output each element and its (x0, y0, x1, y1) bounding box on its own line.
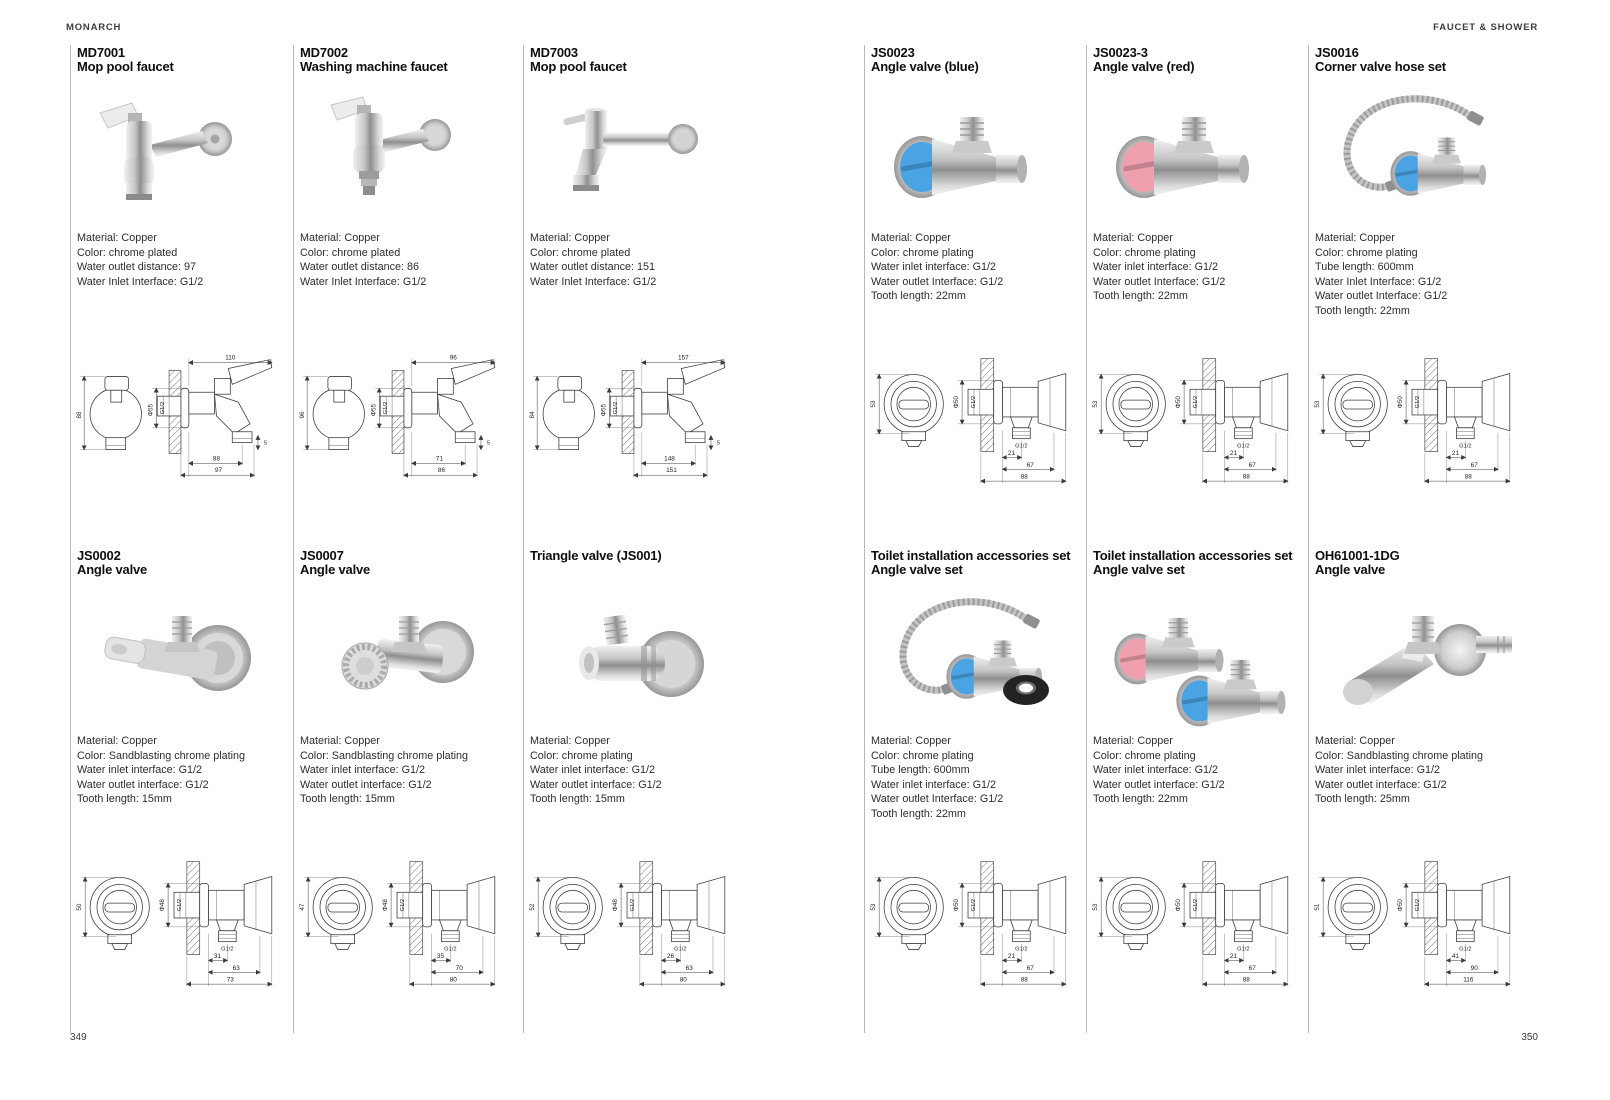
svg-text:G1/2: G1/2 (1237, 946, 1250, 953)
product-card (1308, 45, 1530, 542)
product-code: JS0007 (300, 548, 344, 563)
product-specs (530, 734, 662, 807)
spec-line: Material: Copper (871, 232, 951, 244)
spec-line: Water outlet distance: 86 (300, 261, 420, 274)
svg-text:G1/2: G1/2 (383, 401, 390, 415)
svg-text:52: 52 (529, 903, 537, 911)
svg-text:67: 67 (1248, 964, 1256, 972)
svg-text:148: 148 (664, 455, 675, 463)
svg-text:53: 53 (870, 903, 878, 911)
svg-text:G1/2: G1/2 (1015, 946, 1028, 953)
product-name: Angle valve (1315, 562, 1386, 577)
product-photo (1318, 586, 1518, 731)
svg-text:88: 88 (76, 411, 84, 419)
spec-line: Tooth length: 22mm (871, 807, 966, 820)
svg-text:G1/2: G1/2 (970, 898, 977, 912)
spec-line: Color: chrome plating (871, 749, 974, 762)
spec-line: Material: Copper (1093, 735, 1173, 747)
svg-text:157: 157 (677, 354, 689, 362)
svg-text:21: 21 (1007, 952, 1016, 960)
svg-text:Φ50: Φ50 (1397, 396, 1405, 409)
svg-text:G1/2: G1/2 (629, 898, 636, 912)
svg-text:G1/2: G1/2 (1414, 898, 1421, 912)
technical-drawing (72, 836, 280, 994)
product-card (293, 548, 515, 1045)
spec-line: Water outlet interface: G1/2 (1093, 778, 1225, 791)
svg-text:G1/2: G1/2 (970, 395, 977, 409)
svg-text:G1/2: G1/2 (176, 898, 183, 912)
svg-text:53: 53 (1092, 903, 1100, 911)
page-number-left: 349 (70, 1032, 87, 1043)
spec-line: Material: Copper (530, 735, 610, 747)
product-code: MD7003 (530, 45, 578, 60)
svg-text:151: 151 (666, 467, 677, 475)
spec-line: Tooth length: 22mm (1315, 304, 1410, 317)
product-card (864, 548, 1086, 1045)
spec-line: Color: Sandblasting chrome plating (77, 749, 246, 762)
product-specs (1093, 734, 1225, 807)
product-code: JS0023 (871, 45, 915, 60)
spec-line: Material: Copper (300, 735, 380, 747)
product-name: Mop pool faucet (530, 59, 627, 74)
svg-text:G1/2: G1/2 (1459, 443, 1472, 450)
svg-text:97: 97 (214, 467, 223, 475)
product-name: Corner valve hose set (1315, 59, 1446, 74)
product-specs (530, 231, 656, 289)
product-photo (80, 586, 280, 731)
svg-text:67: 67 (1248, 461, 1256, 469)
spec-line: Water Inlet Interface: G1/2 (1315, 275, 1442, 288)
svg-text:G1/2: G1/2 (613, 401, 620, 415)
spec-line: Water outlet interface: G1/2 (77, 778, 209, 791)
svg-text:86: 86 (437, 467, 446, 475)
spec-line: Color: chrome plating (530, 749, 633, 762)
spec-line: Tooth length: 22mm (1093, 290, 1188, 303)
product-card (523, 548, 745, 1045)
product-name: Angle valve (red) (1093, 59, 1195, 74)
product-card (1086, 45, 1308, 542)
spec-line: Water outlet Interface: G1/2 (871, 275, 1004, 288)
svg-text:5: 5 (263, 440, 268, 447)
spec-line: Material: Copper (871, 735, 951, 747)
svg-text:G1/2: G1/2 (1192, 898, 1199, 912)
spec-line: Water inlet interface: G1/2 (871, 261, 997, 274)
spec-line: Material: Copper (530, 232, 610, 244)
product-code: MD7002 (300, 45, 348, 60)
spec-line: Color: chrome plated (300, 246, 401, 259)
spec-line: Tooth length: 25mm (1315, 793, 1410, 806)
spec-line: Water outlet Interface: G1/2 (871, 793, 1004, 806)
product-name-line-1: Toilet installation accessories set (871, 548, 1071, 563)
svg-text:67: 67 (1026, 964, 1034, 972)
spec-line: Color: chrome plating (1315, 246, 1418, 259)
product-photo (303, 586, 503, 731)
svg-text:35: 35 (436, 952, 445, 960)
svg-text:Φ55: Φ55 (147, 403, 155, 417)
spec-line: Water inlet interface: G1/2 (77, 764, 203, 777)
page-category-label: FAUCET & SHOWER (1433, 22, 1538, 33)
svg-text:88: 88 (1242, 976, 1250, 984)
spec-line: Water outlet Interface: G1/2 (1315, 290, 1448, 303)
svg-text:G1/2: G1/2 (1237, 443, 1250, 450)
svg-text:G1/2: G1/2 (399, 898, 406, 912)
technical-drawing (295, 836, 503, 994)
product-photo (874, 586, 1074, 731)
technical-drawing (295, 333, 503, 491)
svg-text:Φ50: Φ50 (1175, 899, 1183, 912)
svg-text:21: 21 (1007, 449, 1016, 457)
svg-text:50: 50 (76, 903, 84, 911)
product-card (1086, 548, 1308, 1045)
spec-line: Material: Copper (1315, 735, 1395, 747)
product-specs (77, 231, 203, 289)
spec-line: Water outlet interface: G1/2 (300, 778, 432, 791)
product-code: JS0023-3 (1093, 45, 1148, 60)
product-specs (300, 231, 426, 289)
product-specs (1315, 734, 1483, 807)
product-name: Triangle valve (JS001) (530, 548, 662, 563)
svg-text:96: 96 (299, 411, 307, 419)
spec-line: Tooth length: 15mm (77, 793, 172, 806)
svg-text:88: 88 (1464, 473, 1472, 481)
page-number-right: 350 (1521, 1032, 1538, 1043)
spec-line: Tube length: 600mm (1315, 261, 1414, 274)
spec-line: Water outlet interface: G1/2 (1315, 778, 1447, 791)
product-code: JS0016 (1315, 45, 1359, 60)
svg-text:G1/2: G1/2 (444, 946, 457, 953)
svg-text:G1/2: G1/2 (221, 946, 234, 953)
svg-text:67: 67 (1026, 461, 1034, 469)
spec-line: Water Inlet Interface: G1/2 (77, 275, 204, 288)
svg-text:53: 53 (870, 400, 878, 408)
svg-text:67: 67 (1470, 461, 1478, 469)
svg-text:21: 21 (1229, 449, 1238, 457)
product-name: Angle valve (77, 562, 148, 577)
product-code: MD7001 (77, 45, 125, 60)
svg-text:Φ50: Φ50 (1175, 396, 1183, 409)
product-specs (871, 734, 1003, 822)
technical-drawing (72, 333, 280, 491)
spec-line: Color: chrome plating (1093, 246, 1196, 259)
svg-text:53: 53 (1092, 400, 1100, 408)
spec-line: Water outlet distance: 97 (77, 261, 197, 274)
spec-line: Material: Copper (77, 232, 157, 244)
svg-text:47: 47 (299, 903, 307, 911)
svg-text:G1/2: G1/2 (1414, 395, 1421, 409)
spec-line: Color: Sandblasting chrome plating (1315, 749, 1484, 762)
svg-text:Φ55: Φ55 (370, 403, 378, 417)
technical-drawing (525, 836, 733, 994)
svg-text:G1/2: G1/2 (674, 946, 687, 953)
spec-line: Water inlet interface: G1/2 (871, 778, 997, 791)
svg-text:Φ48: Φ48 (382, 899, 390, 912)
spec-line: Material: Copper (300, 232, 380, 244)
product-photo (1096, 83, 1296, 228)
product-name: Angle valve (blue) (871, 59, 979, 74)
svg-text:70: 70 (455, 964, 463, 972)
product-specs (1315, 231, 1447, 319)
svg-text:80: 80 (679, 976, 687, 984)
svg-text:21: 21 (1229, 952, 1238, 960)
product-photo (533, 83, 733, 228)
spec-line: Water outlet interface: G1/2 (530, 778, 662, 791)
product-specs (77, 734, 245, 807)
svg-text:88: 88 (1020, 976, 1028, 984)
svg-text:Φ50: Φ50 (953, 899, 961, 912)
spec-line: Water inlet interface: G1/2 (300, 764, 426, 777)
product-name: Angle valve (300, 562, 371, 577)
spec-line: Color: chrome plated (77, 246, 178, 259)
spec-line: Material: Copper (1315, 232, 1395, 244)
technical-drawing (866, 836, 1074, 994)
svg-text:26: 26 (666, 952, 675, 960)
spec-line: Color: chrome plating (1093, 749, 1196, 762)
technical-drawing (866, 333, 1074, 491)
svg-text:96: 96 (449, 354, 457, 362)
svg-text:41: 41 (1451, 952, 1460, 960)
spec-line: Color: chrome plating (871, 246, 974, 259)
technical-drawing (525, 333, 733, 491)
svg-text:63: 63 (232, 964, 240, 972)
spec-line: Water inlet interface: G1/2 (530, 764, 656, 777)
spec-line: Water Inlet Interface: G1/2 (300, 275, 427, 288)
technical-drawing (1310, 836, 1518, 994)
svg-text:G1/2: G1/2 (1192, 395, 1199, 409)
brand-logo-text: MONARCH (66, 22, 122, 33)
product-code: JS0002 (77, 548, 121, 563)
spec-line: Tube length: 600mm (871, 764, 970, 777)
svg-text:53: 53 (1314, 400, 1322, 408)
svg-text:Φ48: Φ48 (612, 899, 620, 912)
product-name-line-2: Angle valve set (1093, 562, 1185, 577)
svg-text:110: 110 (225, 354, 236, 362)
svg-text:G1/2: G1/2 (160, 401, 167, 415)
product-card (70, 548, 292, 1045)
svg-text:73: 73 (226, 976, 234, 984)
product-card (293, 45, 515, 542)
product-name-line-1: Toilet installation accessories set (1093, 548, 1293, 563)
technical-drawing (1088, 333, 1296, 491)
svg-text:5: 5 (486, 440, 491, 447)
svg-text:88: 88 (212, 455, 221, 463)
spec-line: Material: Copper (1093, 232, 1173, 244)
svg-text:21: 21 (1451, 449, 1460, 457)
svg-text:84: 84 (529, 411, 537, 419)
product-photo (303, 83, 503, 228)
spec-line: Water outlet distance: 151 (530, 261, 656, 274)
product-specs (1093, 231, 1225, 304)
product-specs (871, 231, 1003, 304)
product-photo (533, 586, 733, 731)
technical-drawing (1310, 333, 1518, 491)
svg-text:63: 63 (685, 964, 693, 972)
product-name-line-2: Angle valve set (871, 562, 963, 577)
product-specs (300, 734, 468, 807)
spec-line: Material: Copper (77, 735, 157, 747)
svg-text:Φ55: Φ55 (600, 403, 608, 417)
svg-text:31: 31 (213, 952, 222, 960)
svg-text:88: 88 (1242, 473, 1250, 481)
svg-text:80: 80 (449, 976, 457, 984)
svg-text:90: 90 (1470, 964, 1478, 972)
spec-line: Water outlet Interface: G1/2 (1093, 275, 1226, 288)
svg-text:5: 5 (716, 440, 721, 447)
spec-line: Water inlet interface: G1/2 (1315, 764, 1441, 777)
svg-text:Φ48: Φ48 (159, 899, 167, 912)
spec-line: Color: chrome plated (530, 246, 631, 259)
spec-line: Tooth length: 22mm (871, 290, 966, 303)
svg-text:G1/2: G1/2 (1459, 946, 1472, 953)
product-photo (1318, 83, 1518, 228)
svg-text:71: 71 (435, 455, 444, 463)
product-card (864, 45, 1086, 542)
product-photo (1096, 586, 1296, 731)
product-photo (80, 83, 280, 228)
spec-line: Tooth length: 22mm (1093, 793, 1188, 806)
spec-line: Water Inlet Interface: G1/2 (530, 275, 657, 288)
svg-text:88: 88 (1020, 473, 1028, 481)
spec-line: Tooth length: 15mm (530, 793, 625, 806)
svg-text:Φ50: Φ50 (953, 396, 961, 409)
spec-line: Color: Sandblasting chrome plating (300, 749, 469, 762)
technical-drawing (1088, 836, 1296, 994)
svg-text:116: 116 (1463, 976, 1474, 984)
svg-text:G1/2: G1/2 (1015, 443, 1028, 450)
spec-line: Tooth length: 15mm (300, 793, 395, 806)
product-card (1308, 548, 1530, 1045)
spec-line: Water inlet interface: G1/2 (1093, 261, 1219, 274)
product-name: Mop pool faucet (77, 59, 174, 74)
spec-line: Water inlet interface: G1/2 (1093, 764, 1219, 777)
product-photo (874, 83, 1074, 228)
product-card (523, 45, 745, 542)
product-card (70, 45, 292, 542)
svg-text:51: 51 (1314, 903, 1322, 911)
product-name: Washing machine faucet (300, 59, 448, 74)
svg-text:Φ50: Φ50 (1397, 899, 1405, 912)
product-code: OH61001-1DG (1315, 548, 1400, 563)
